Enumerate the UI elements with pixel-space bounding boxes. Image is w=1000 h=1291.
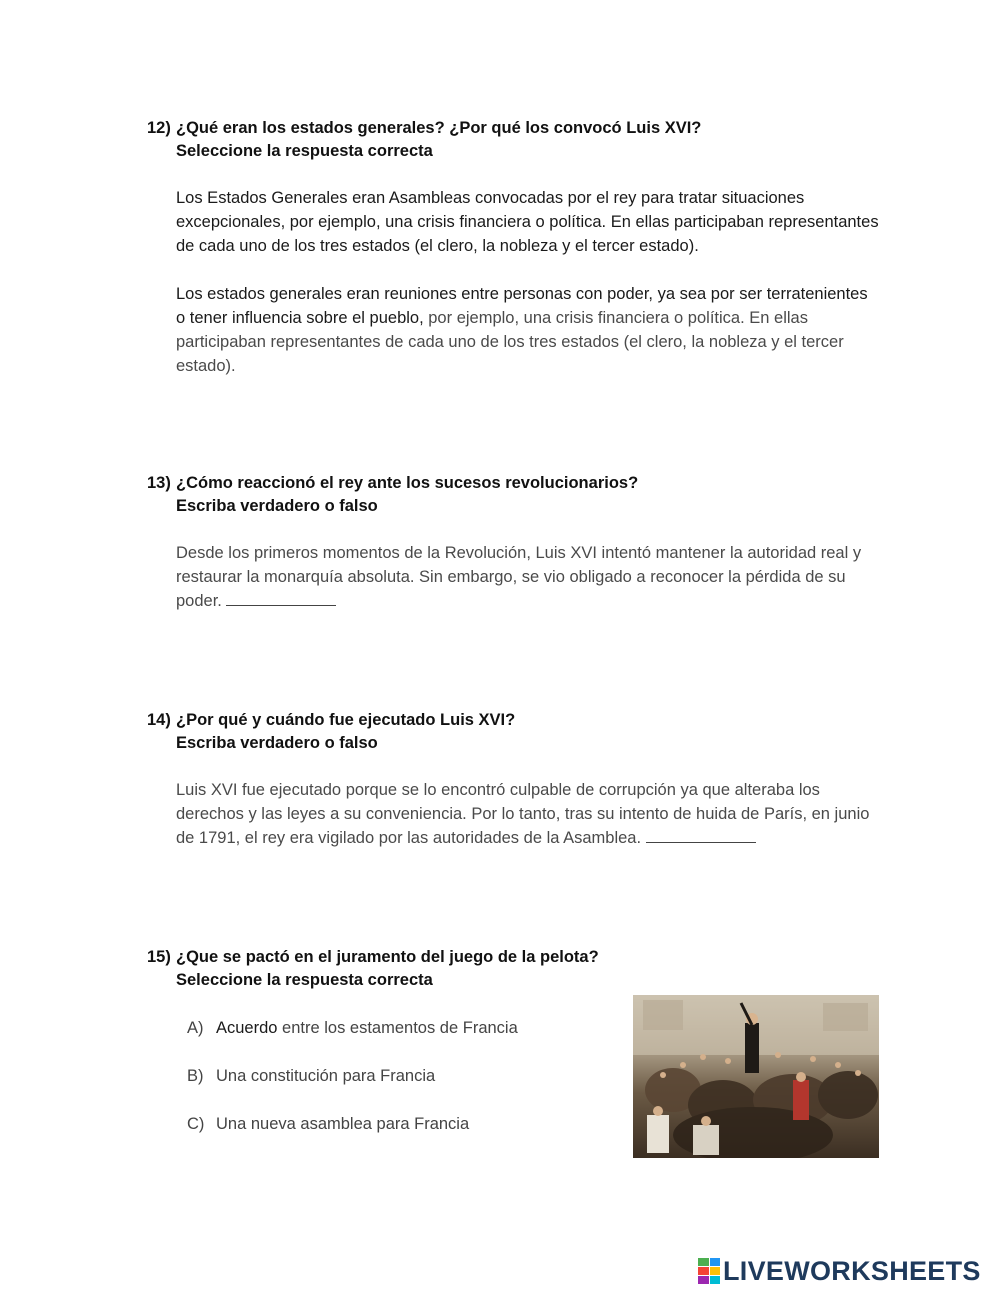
statement-text: Desde los primeros momentos de la Revolución, Luis XVI intentó mantener la autoridad real y restaurar la monarquía absoluta. Sin embargo, se vio obligado a reconocer la pérdida de su poder. [176, 544, 862, 610]
logo-blocks-icon [698, 1258, 720, 1284]
question-13-title [147, 472, 907, 495]
logo-text: LIVEWORKSHEETS [723, 1255, 981, 1286]
option-letter: C) [187, 1115, 205, 1133]
question-15-title [147, 946, 907, 969]
option-text: Una nueva asamblea para Francia [216, 1115, 470, 1133]
question-number: 13) [147, 474, 171, 492]
answer-blank-14[interactable] [646, 826, 756, 843]
question-number: 15) [147, 948, 171, 966]
question-text: ¿Cómo reaccionó el rey ante los sucesos revolucionarios? [176, 474, 639, 492]
question-14-instruction: Escriba verdadero o falso [176, 734, 378, 752]
question-text: ¿Que se pactó en el juramento del juego de la pelota? [176, 948, 599, 966]
answer-option-2[interactable] [176, 282, 881, 378]
question-15-instruction: Seleccione la respuesta correcta [176, 971, 433, 989]
option-text: entre los estamentos de Francia [277, 1019, 518, 1037]
answer-option-2-part2: por ejemplo, una crisis financiera o política. En ellas participaban representantes de cada uno de los tres estados (el clero, la nobleza y el tercer estado). [176, 309, 844, 375]
option-text-strong: Acuerdo [216, 1019, 278, 1037]
statement-13 [176, 541, 881, 613]
statement-text: Luis XVI fue ejecutado porque se lo encontró culpable de corrupción ya que alteraba los derechos y las leyes a su conveniencia. Por lo tanto, tras su intento de huida de París, en junio de 1791, el rey era vigilado por las autoridades de la Asamblea. [176, 781, 870, 847]
option-text: Una constitución para Francia [216, 1067, 436, 1085]
question-text: ¿Qué eran los estados generales? ¿Por qué los convocó Luis XVI? [176, 119, 702, 137]
question-13 [147, 472, 907, 613]
answer-option-2-part1: Los estados generales eran reuniones entre personas con poder, ya sea por ser terratenientes o tener influencia sobre el pueblo, [176, 285, 868, 327]
answer-option-1[interactable]: Los Estados Generales eran Asambleas convocadas por el rey para tratar situaciones excepcionales, por ejemplo, una crisis financiera o política. En ellas participaban representantes de cada uno de los tres estados (el clero, la nobleza y el tercer estado). [176, 189, 879, 255]
question-number: 12) [147, 119, 171, 137]
answer-blank-13[interactable] [226, 589, 336, 606]
question-14-title [147, 709, 907, 732]
tennis-court-oath-painting [633, 995, 879, 1158]
statement-14 [176, 778, 881, 850]
question-12-title [147, 117, 907, 140]
question-number: 14) [147, 711, 171, 729]
question-text: ¿Por qué y cuándo fue ejecutado Luis XVI? [176, 711, 516, 729]
option-letter: A) [187, 1019, 204, 1037]
question-14 [147, 709, 907, 850]
liveworksheets-logo [698, 1256, 981, 1286]
painting-illustration [633, 995, 879, 1158]
question-12 [147, 117, 907, 378]
question-13-instruction: Escriba verdadero o falso [176, 497, 378, 515]
question-12-instruction: Seleccione la respuesta correcta [176, 142, 433, 160]
option-letter: B) [187, 1067, 204, 1085]
